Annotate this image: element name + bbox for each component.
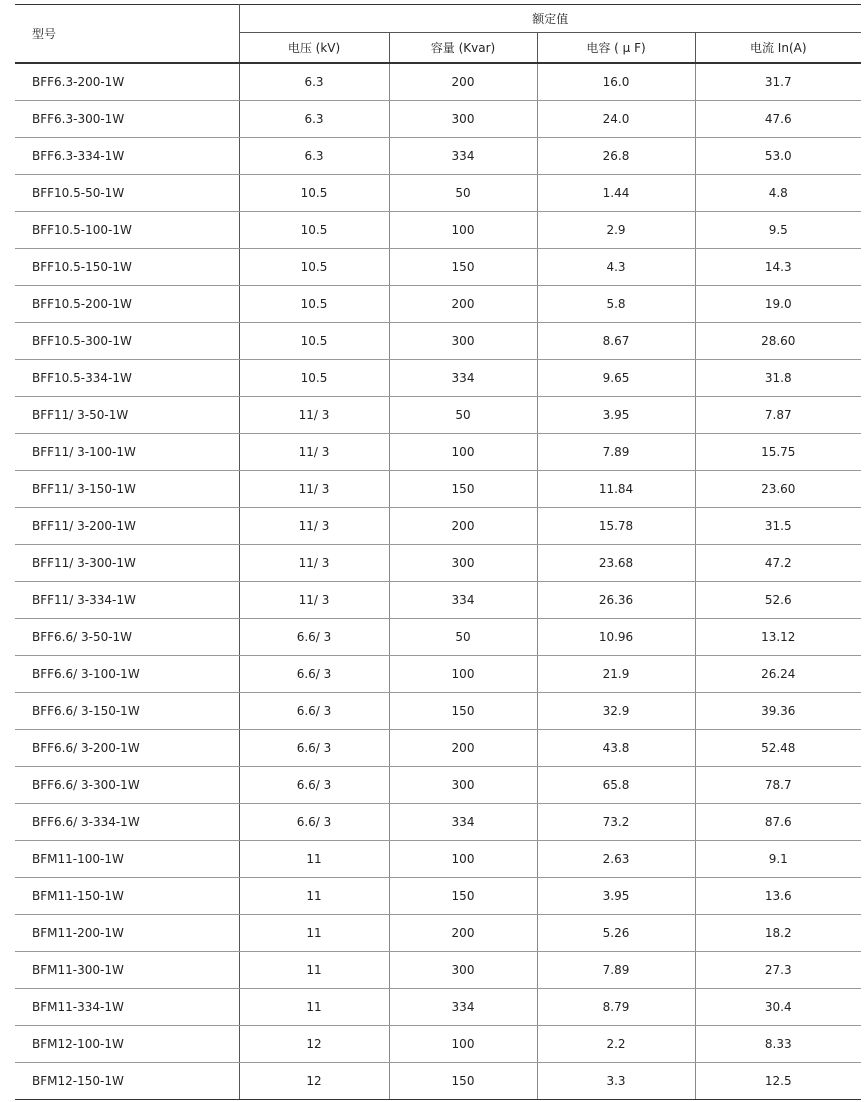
table-row — [15, 767, 861, 804]
capacitance-cell: 8.67 — [537, 323, 695, 360]
voltage-cell: 10.5 — [239, 249, 389, 286]
current-cell: 53.0 — [695, 138, 861, 175]
model-cell: BFF11/ 3-150-1W — [15, 471, 239, 508]
table-row — [15, 508, 861, 545]
current-cell: 19.0 — [695, 286, 861, 323]
capacitance-cell: 23.68 — [537, 545, 695, 582]
voltage-cell: 10.5 — [239, 286, 389, 323]
capacitance-cell: 16.0 — [537, 63, 695, 101]
current-cell: 14.3 — [695, 249, 861, 286]
current-cell: 7.87 — [695, 397, 861, 434]
voltage-cell: 10.5 — [239, 323, 389, 360]
model-cell: BFF10.5-200-1W — [15, 286, 239, 323]
capacitance-cell: 43.8 — [537, 730, 695, 767]
current-cell: 13.6 — [695, 878, 861, 915]
table-row — [15, 693, 861, 730]
rated-value-header: 额定值 — [239, 5, 861, 33]
capacitance-cell: 11.84 — [537, 471, 695, 508]
model-cell: BFF10.5-300-1W — [15, 323, 239, 360]
table-row — [15, 619, 861, 656]
voltage-cell: 6.3 — [239, 101, 389, 138]
capacitance-cell: 2.9 — [537, 212, 695, 249]
current-cell: 27.3 — [695, 952, 861, 989]
model-cell: BFM11-200-1W — [15, 915, 239, 952]
capacity-header: 容量 (Kvar) — [389, 33, 537, 64]
capacity-cell: 200 — [389, 915, 537, 952]
capacitance-cell: 3.3 — [537, 1063, 695, 1100]
model-cell: BFF6.6/ 3-50-1W — [15, 619, 239, 656]
capacitance-cell: 8.79 — [537, 989, 695, 1026]
capacitance-cell: 10.96 — [537, 619, 695, 656]
capacitance-cell: 2.2 — [537, 1026, 695, 1063]
model-cell: BFF11/ 3-300-1W — [15, 545, 239, 582]
capacitance-cell: 32.9 — [537, 693, 695, 730]
model-cell: BFF10.5-334-1W — [15, 360, 239, 397]
capacity-cell: 300 — [389, 952, 537, 989]
current-cell: 87.6 — [695, 804, 861, 841]
capacity-cell: 150 — [389, 249, 537, 286]
capacity-cell: 300 — [389, 767, 537, 804]
table-row — [15, 952, 861, 989]
current-cell: 23.60 — [695, 471, 861, 508]
voltage-cell: 12 — [239, 1026, 389, 1063]
capacitance-cell: 7.89 — [537, 434, 695, 471]
voltage-cell: 11 — [239, 841, 389, 878]
voltage-cell: 6.6/ 3 — [239, 619, 389, 656]
capacitance-cell: 3.95 — [537, 878, 695, 915]
table-row — [15, 582, 861, 619]
current-cell: 47.6 — [695, 101, 861, 138]
current-cell: 31.7 — [695, 63, 861, 101]
capacity-cell: 50 — [389, 619, 537, 656]
capacitance-cell: 9.65 — [537, 360, 695, 397]
voltage-cell: 12 — [239, 1063, 389, 1100]
current-cell: 52.6 — [695, 582, 861, 619]
capacity-cell: 300 — [389, 323, 537, 360]
capacity-cell: 334 — [389, 138, 537, 175]
voltage-cell: 6.6/ 3 — [239, 693, 389, 730]
table-row — [15, 915, 861, 952]
capacity-cell: 150 — [389, 878, 537, 915]
table-row — [15, 434, 861, 471]
voltage-cell: 11/ 3 — [239, 582, 389, 619]
capacitance-cell: 26.36 — [537, 582, 695, 619]
capacitance-cell: 24.0 — [537, 101, 695, 138]
voltage-cell: 11/ 3 — [239, 545, 389, 582]
model-cell: BFM11-150-1W — [15, 878, 239, 915]
voltage-cell: 11/ 3 — [239, 434, 389, 471]
model-cell: BFF10.5-100-1W — [15, 212, 239, 249]
table-row — [15, 360, 861, 397]
table-row — [15, 804, 861, 841]
model-cell: BFF11/ 3-50-1W — [15, 397, 239, 434]
current-cell: 47.2 — [695, 545, 861, 582]
capacitance-cell: 3.95 — [537, 397, 695, 434]
current-cell: 13.12 — [695, 619, 861, 656]
model-cell: BFF11/ 3-200-1W — [15, 508, 239, 545]
capacitance-cell: 26.8 — [537, 138, 695, 175]
table-row — [15, 730, 861, 767]
current-cell: 12.5 — [695, 1063, 861, 1100]
capacity-cell: 334 — [389, 989, 537, 1026]
model-cell: BFF6.6/ 3-150-1W — [15, 693, 239, 730]
capacitance-cell: 4.3 — [537, 249, 695, 286]
voltage-cell: 6.6/ 3 — [239, 767, 389, 804]
voltage-cell: 11 — [239, 989, 389, 1026]
model-cell: BFF6.6/ 3-300-1W — [15, 767, 239, 804]
voltage-cell: 6.6/ 3 — [239, 656, 389, 693]
model-cell: BFF6.6/ 3-100-1W — [15, 656, 239, 693]
capacitance-cell: 15.78 — [537, 508, 695, 545]
current-cell: 9.5 — [695, 212, 861, 249]
model-cell: BFM12-100-1W — [15, 1026, 239, 1063]
capacitance-cell: 65.8 — [537, 767, 695, 804]
capacity-cell: 50 — [389, 175, 537, 212]
current-cell: 31.8 — [695, 360, 861, 397]
voltage-cell: 6.6/ 3 — [239, 804, 389, 841]
model-cell: BFM11-100-1W — [15, 841, 239, 878]
capacitance-cell: 1.44 — [537, 175, 695, 212]
capacity-cell: 334 — [389, 804, 537, 841]
model-cell: BFF6.6/ 3-200-1W — [15, 730, 239, 767]
table-row — [15, 1063, 861, 1100]
table-row — [15, 101, 861, 138]
current-cell: 31.5 — [695, 508, 861, 545]
table-row — [15, 656, 861, 693]
capacity-cell: 200 — [389, 63, 537, 101]
current-cell: 30.4 — [695, 989, 861, 1026]
current-cell: 78.7 — [695, 767, 861, 804]
capacitance-cell: 2.63 — [537, 841, 695, 878]
capacitance-cell: 7.89 — [537, 952, 695, 989]
capacity-cell: 200 — [389, 730, 537, 767]
capacity-cell: 150 — [389, 471, 537, 508]
current-cell: 4.8 — [695, 175, 861, 212]
table-row — [15, 323, 861, 360]
voltage-cell: 11 — [239, 915, 389, 952]
current-cell: 52.48 — [695, 730, 861, 767]
table-row — [15, 63, 861, 101]
capacity-cell: 50 — [389, 397, 537, 434]
capacitance-header: 电容 ( μ F) — [537, 33, 695, 64]
capacity-cell: 100 — [389, 212, 537, 249]
table-row — [15, 175, 861, 212]
voltage-cell: 11 — [239, 952, 389, 989]
capacitance-cell: 5.8 — [537, 286, 695, 323]
model-cell: BFM11-300-1W — [15, 952, 239, 989]
voltage-cell: 6.6/ 3 — [239, 730, 389, 767]
capacitance-cell: 73.2 — [537, 804, 695, 841]
capacity-cell: 100 — [389, 434, 537, 471]
table-row — [15, 989, 861, 1026]
capacity-cell: 200 — [389, 508, 537, 545]
capacity-cell: 100 — [389, 656, 537, 693]
capacity-cell: 334 — [389, 582, 537, 619]
voltage-cell: 11/ 3 — [239, 471, 389, 508]
capacity-cell: 334 — [389, 360, 537, 397]
voltage-cell: 10.5 — [239, 212, 389, 249]
voltage-cell: 10.5 — [239, 360, 389, 397]
table-row — [15, 249, 861, 286]
capacity-cell: 150 — [389, 693, 537, 730]
current-cell: 18.2 — [695, 915, 861, 952]
capacitance-cell: 21.9 — [537, 656, 695, 693]
model-cell: BFF6.3-300-1W — [15, 101, 239, 138]
capacity-cell: 150 — [389, 1063, 537, 1100]
voltage-cell: 6.3 — [239, 138, 389, 175]
table-row — [15, 138, 861, 175]
current-header: 电流 In(A) — [695, 33, 861, 64]
table-row — [15, 545, 861, 582]
current-cell: 15.75 — [695, 434, 861, 471]
current-cell: 39.36 — [695, 693, 861, 730]
table-body — [15, 63, 861, 1100]
voltage-cell: 10.5 — [239, 175, 389, 212]
voltage-cell: 11/ 3 — [239, 397, 389, 434]
model-cell: BFF6.6/ 3-334-1W — [15, 804, 239, 841]
model-cell: BFF11/ 3-334-1W — [15, 582, 239, 619]
model-cell: BFF6.3-200-1W — [15, 63, 239, 101]
voltage-cell: 6.3 — [239, 63, 389, 101]
capacity-cell: 100 — [389, 1026, 537, 1063]
table-row — [15, 878, 861, 915]
model-cell: BFF10.5-50-1W — [15, 175, 239, 212]
table-row — [15, 841, 861, 878]
table-row — [15, 471, 861, 508]
current-cell: 28.60 — [695, 323, 861, 360]
table-row — [15, 1026, 861, 1063]
model-cell: BFF11/ 3-100-1W — [15, 434, 239, 471]
capacity-cell: 300 — [389, 101, 537, 138]
current-cell: 8.33 — [695, 1026, 861, 1063]
rating-table — [15, 4, 861, 1100]
table-row — [15, 397, 861, 434]
capacity-cell: 200 — [389, 286, 537, 323]
table-row — [15, 286, 861, 323]
voltage-header: 电压 (kV) — [239, 33, 389, 64]
capacity-cell: 300 — [389, 545, 537, 582]
table-row — [15, 212, 861, 249]
model-cell: BFM11-334-1W — [15, 989, 239, 1026]
model-cell: BFF10.5-150-1W — [15, 249, 239, 286]
current-cell: 26.24 — [695, 656, 861, 693]
model-cell: BFM12-150-1W — [15, 1063, 239, 1100]
current-cell: 9.1 — [695, 841, 861, 878]
voltage-cell: 11/ 3 — [239, 508, 389, 545]
voltage-cell: 11 — [239, 878, 389, 915]
model-cell: BFF6.3-334-1W — [15, 138, 239, 175]
capacitance-cell: 5.26 — [537, 915, 695, 952]
capacity-cell: 100 — [389, 841, 537, 878]
model-header: 型号 — [15, 5, 239, 64]
